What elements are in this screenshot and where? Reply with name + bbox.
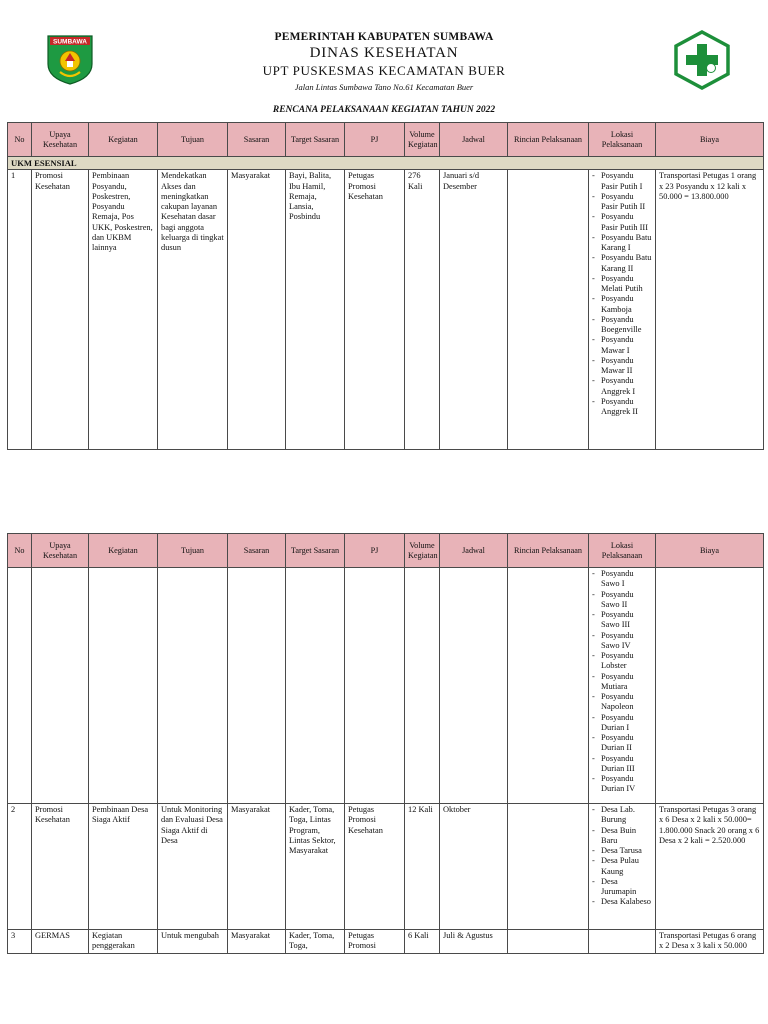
cell-sasaran: Masyarakat: [228, 804, 286, 930]
list-item: - Posyandu Sawo II: [592, 590, 652, 611]
location-list: [592, 171, 652, 417]
cell-biaya: Transportasi Petugas 6 orang x 2 Desa x 3 kali x 50.000: [656, 930, 764, 954]
table-row: [8, 568, 764, 804]
plan-table-page-1: [7, 122, 764, 450]
cell-upaya: GERMAS: [32, 930, 89, 954]
list-item: - Posyandu Napoleon: [592, 692, 652, 713]
letterhead: [0, 28, 768, 115]
col-target: Target Sasaran: [286, 123, 345, 157]
cell-tujuan: Untuk Monitoring dan Evaluasi Desa Siaga Aktif di Desa: [158, 804, 228, 930]
list-item: - Posyandu Mawar I: [592, 335, 652, 356]
list-item: - Posyandu Kamboja: [592, 294, 652, 315]
col-kegiatan: Kegiatan: [89, 123, 158, 157]
col-sasaran: Sasaran: [228, 534, 286, 568]
cell-lokasi: [589, 568, 656, 804]
cell-jadwal: Oktober: [440, 804, 508, 930]
col-target: Target Sasaran: [286, 534, 345, 568]
cell-kegiatan: Pembinaan Desa Siaga Aktif: [89, 804, 158, 930]
cell-volume: 276 Kali: [405, 170, 440, 450]
cell-pj: Petugas Promosi: [345, 930, 405, 954]
government-line: PEMERINTAH KABUPATEN SUMBAWA: [274, 31, 494, 43]
section-row: [8, 157, 764, 170]
col-no: No: [8, 534, 32, 568]
list-item: - Posyandu Anggrek II: [592, 397, 652, 418]
col-jadwal: Jadwal: [440, 123, 508, 157]
cell-jadwal: Januari s/d Desember: [440, 170, 508, 450]
cell-target: Bayi, Balita, Ibu Hamil, Remaja, Lansia, Posbindu: [286, 170, 345, 450]
cell-upaya: Promosi Kesehatan: [32, 804, 89, 930]
cell-kegiatan: Pembinaan Posyandu, Poskestren, Posyandu Remaja, Pos UKK, Poskestren, dan UKBM lainnya: [89, 170, 158, 450]
cell-no: 2: [8, 804, 32, 930]
col-upaya: Upaya Kesehatan: [32, 123, 89, 157]
table-row: [8, 930, 764, 954]
cell-biaya: Transportasi Petugas 1 orang x 23 Posyandu x 12 kali x 50.000 = 13.800.000: [656, 170, 764, 450]
address-line: Jalan Lintas Sumbawa Tano No.61 Kecamatan Buer: [294, 82, 474, 92]
cell-target: Kader, Toma, Toga,: [286, 930, 345, 954]
cell-no: 3: [8, 930, 32, 954]
col-no: No: [8, 123, 32, 157]
cell-target: Kader, Toma, Toga, Lintas Program, Lintas Sektor, Masyarakat: [286, 804, 345, 930]
col-rincian: Rincian Pelaksanaan: [508, 534, 589, 568]
list-item: - Posyandu Pasir Putih II: [592, 192, 652, 213]
cell-tujuan: Mendekatkan Akses dan meningkatkan cakupan layanan Kesehatan dasar bagi anggota keluarga di tingkat dusun: [158, 170, 228, 450]
list-item: - Posyandu Mutiara: [592, 672, 652, 693]
cell-upaya: Promosi Kesehatan: [32, 170, 89, 450]
list-item: - Posyandu Lobster: [592, 651, 652, 672]
col-pj: PJ: [345, 123, 405, 157]
col-jadwal: Jadwal: [440, 534, 508, 568]
table-header-row: [8, 123, 764, 157]
location-list: [592, 569, 652, 795]
col-biaya: Biaya: [656, 123, 764, 157]
list-item: - Posyandu Sawo III: [592, 610, 652, 631]
list-item: - Posyandu Sawo I: [592, 569, 652, 590]
document-title: RENCANA PELAKSANAAN KEGIATAN TAHUN 2022: [272, 105, 496, 115]
plan-table-page-2: [7, 533, 764, 954]
col-tujuan: Tujuan: [158, 534, 228, 568]
list-item: - Desa Buin Baru: [592, 826, 652, 847]
list-item: - Posyandu Durian II: [592, 733, 652, 754]
col-kegiatan: Kegiatan: [89, 534, 158, 568]
cell-lokasi: [589, 804, 656, 930]
table-row: [8, 804, 764, 930]
cell-rincian: [508, 170, 589, 450]
list-item: - Posyandu Mawar II: [592, 356, 652, 377]
cell-biaya: Transportasi Petugas 3 orang x 6 Desa x 2 kali x 50.000= 1.800.000 Snack 20 orang x 6 Desa x 2 kali = 2.520.000: [656, 804, 764, 930]
section-label: UKM ESENSIAL: [8, 157, 764, 170]
cell-rincian: [508, 930, 589, 954]
cell-rincian: [508, 804, 589, 930]
cell-no: 1: [8, 170, 32, 450]
cell-sasaran: Masyarakat: [228, 930, 286, 954]
col-rincian: Rincian Pelaksanaan: [508, 123, 589, 157]
list-item: - Posyandu Durian I: [592, 713, 652, 734]
cell-pj: Petugas Promosi Kesehatan: [345, 804, 405, 930]
cell-jadwal: Juli & Agustus: [440, 930, 508, 954]
col-pj: PJ: [345, 534, 405, 568]
table-header-row: [8, 534, 764, 568]
list-item: - Posyandu Batu Karang II: [592, 253, 652, 274]
col-volume: Volume Kegiatan: [405, 123, 440, 157]
col-tujuan: Tujuan: [158, 123, 228, 157]
list-item: - Desa Lab. Burung: [592, 805, 652, 826]
col-biaya: Biaya: [656, 534, 764, 568]
col-lokasi: Lokasi Pelaksanaan: [589, 534, 656, 568]
cell-lokasi: [589, 930, 656, 954]
cell-pj: Petugas Promosi Kesehatan: [345, 170, 405, 450]
list-item: - Desa Pulau Kaung: [592, 856, 652, 877]
list-item: - Posyandu Melati Putih: [592, 274, 652, 295]
col-lokasi: Lokasi Pelaksanaan: [589, 123, 656, 157]
list-item: - Posyandu Sawo IV: [592, 631, 652, 652]
list-item: - Posyandu Batu Karang I: [592, 233, 652, 254]
list-item: - Posyandu Anggrek I: [592, 376, 652, 397]
puskesmas-line: UPT PUSKESMAS KECAMATAN BUER: [262, 63, 506, 78]
col-sasaran: Sasaran: [228, 123, 286, 157]
list-item: - Posyandu Durian IV: [592, 774, 652, 795]
list-item: - Posyandu Pasir Putih III: [592, 212, 652, 233]
table-row: [8, 170, 764, 450]
list-item: - Desa Tarusa: [592, 846, 652, 856]
location-list: [592, 805, 652, 908]
col-volume: Volume Kegiatan: [405, 534, 440, 568]
cell-kegiatan: Kegiatan penggerakan: [89, 930, 158, 954]
list-item: - Posyandu Boegenville: [592, 315, 652, 336]
list-item: - Desa Jurumapin: [592, 877, 652, 898]
list-item: - Posyandu Pasir Putih I: [592, 171, 652, 192]
list-item: - Desa Kalabeso: [592, 897, 652, 907]
agency-line: DINAS KESEHATAN: [309, 45, 459, 61]
cell-volume: 6 Kali: [405, 930, 440, 954]
col-upaya: Upaya Kesehatan: [32, 534, 89, 568]
cell-volume: 12 Kali: [405, 804, 440, 930]
emblem-text: SUMBAWA: [53, 38, 87, 46]
cell-sasaran: Masyarakat: [228, 170, 286, 450]
cell-lokasi: [589, 170, 656, 450]
list-item: - Posyandu Durian III: [592, 754, 652, 775]
cell-tujuan: Untuk mengubah: [158, 930, 228, 954]
